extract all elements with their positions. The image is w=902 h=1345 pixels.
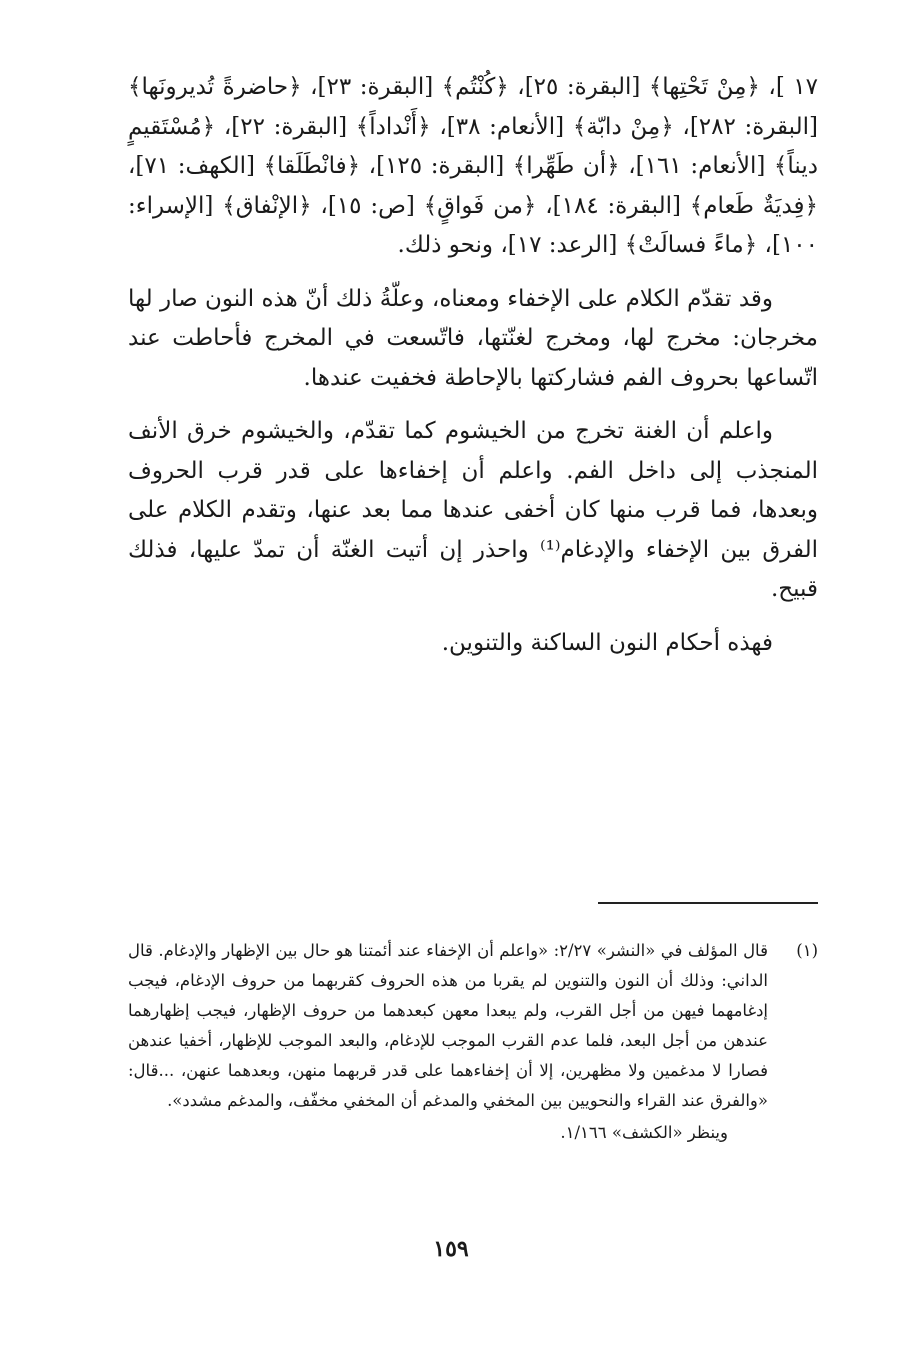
paragraph-conclusion: فهذه أحكام النون الساكنة والتنوين. xyxy=(441,629,773,656)
paragraph-ikhfa-reason: وقد تقدّم الكلام على الإخفاء ومعناه، وعلّةُ ذلك أنّ هذه النون صار لها مخرجان: مخرج لها، ومخرج لغنّتها، فاتّسعت في المخرج فأحاطت عند اتّساعها بحروف الفم فشاركتها بالإحاطة فخفيت عندها. xyxy=(128,285,818,391)
main-text xyxy=(128,68,818,677)
footnote-see-also-block xyxy=(128,1118,818,1148)
footnote-see-also: وينظر «الكشف» ١/١٦٦. xyxy=(560,1123,728,1142)
page-number: ١٥٩ xyxy=(433,1236,469,1262)
footnote-1 xyxy=(128,936,818,1116)
footnote-divider xyxy=(598,902,818,904)
footnote-number: (١) xyxy=(796,941,818,960)
paragraph-quranic-examples: ١٧ ]، ﴿مِنْ تَحْتِها﴾ [البقرة: ٢٥]، ﴿كُنْتُم﴾ [البقرة: ٢٣]، ﴿حاضرةً تُديرونَها﴾ [البقرة: ٢٨٢]، ﴿مِنْ دابّة﴾ [الأنعام: ٣٨]، ﴿أَنْداداً﴾ [البقرة: ٢٢]، ﴿مُسْتَقيمٍ ديناً﴾ [الأنعام: ١٦١]، ﴿أن طَهِّرا﴾ [البقرة: ١٢٥]، ﴿فانْطَلَقا﴾ [الكهف: ٧١]، ﴿فِديَةٌ طَعام﴾ [البقرة: ١٨٤]، ﴿من فَواقٍ﴾ [ص: ١٥]، ﴿الإنْفاق﴾ [الإسراء: ١٠٠]، ﴿ماءً فسالَتْ﴾ [الرعد: ١٧]، ونحو ذلك. xyxy=(128,74,819,258)
footnotes xyxy=(128,936,818,1148)
footnote-text: قال المؤلف في «النشر» ٢/٢٧: «واعلم أن الإخفاء عند أئمتنا هو حال بين الإظهار والإدغام. قال الداني: وذلك أن النون والتنوين لم يقربا من هذه الحروف كقربهما من حروف الإدغام، فيجب إدغامهما فيهن من أجل القرب، ولم يبعدا معهن كبعدهما من حروف الإظهار، فيجب إظهارهما عندهن من أجل البعد، فلما عدم القرب الموجب للإدغام، والبعد الموجب للإظهار، أخفيا عندهن فصارا لا مدغمين ولا مظهرين، إلا أن إخفاءهما على قدر قربهما منهن، وبعدهما عنهن، ...قال: «والفرق عند القراء والنحويين بين المخفي والمدغم أن المخفي مخفّف، والمدغم مشدد». xyxy=(128,941,769,1110)
paragraph-ghunna: واعلم أن الغنة تخرج من الخيشوم كما تقدّم، والخيشوم خرق الأنف المنجذب إلى داخل الفم. واعلم أن إخفاءها على قدر قرب الحروف وبعدها، فما قرب منها كان أخفى عندها مما بعد عنها، وتقدم الكلام على الفرق بين الإخفاء والإدغام⁽¹⁾ واحذر إن أتيت الغنّة أن تمدّ عليها، فذلك قبيح. xyxy=(128,418,818,602)
